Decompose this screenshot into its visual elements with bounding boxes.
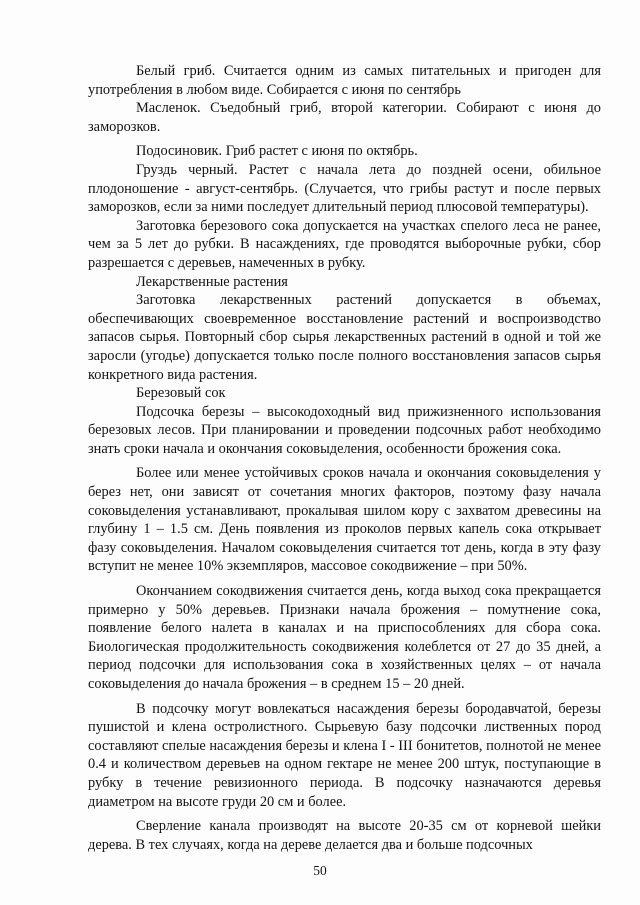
paragraph-maslenok: Масленок. Съедобный гриб, второй категории. Собирают с июня до заморозков. bbox=[88, 100, 601, 135]
paragraph-sroki: Более или менее устойчивых сроков начала и окончания соковыделения у берез нет, они зависят от сочетания многих факторов, поэтому фазу начала соковыделения устанавливают, прокалывая шилом кору с захватом древесины на глубину 1 – 1.5 см. День появления из проколов первых капель сока открывает фазу соковыделения. Началом соковыделения считается тот день, когда в эту фазу вступит не менее 10% экземпляров, массовое сокодвижение – при 50%. bbox=[88, 465, 601, 575]
document-body bbox=[88, 62, 601, 854]
paragraph-zagotovka-rastenii: Заготовка лекарственных растений допускается в объемах, обеспечивающих своевременное восстановление растений и воспроизводство запасов сырья. Повторный сбор сырья лекарственных растений в одной и той же заросли (угодье) допускается только после полного восстановления запасов сырья конкретного вида растения. bbox=[88, 292, 601, 383]
paragraph-zagotovka-soka: Заготовка березового сока допускается на участках спелого леса не ранее, чем за 5 лет до рубки. В насаждениях, где проводятся выборочные рубки, сбор разрешается с деревьев, намеченных в рубку. bbox=[88, 217, 601, 271]
paragraph-okonchanie: Окончанием сокодвижения считается день, когда выход сока прекращается примерно у 50% деревьев. Признаки начала брожения – помутнение сока, появление белого налета в каналах и на приспособлениях для сбора сока. Биологическая продолжительность сокодвижения колеблется от 27 до 35 дней, а период подсочки для использования сока в хозяйственных целях – от начала соковыделения до начала брожения – в среднем 15 – 20 дней. bbox=[88, 583, 601, 692]
paragraph-gruzd: Груздь черный. Растет с начала лета до поздней осени, обильное плодоношение - август-сентябрь. (Случается, что грибы растут и после первых заморозков, если за ними последует длительный период плюсовой температуры). bbox=[88, 161, 601, 216]
paragraph-podosinovik: Подосиновик. Гриб растет с июня по октябрь. bbox=[136, 143, 418, 160]
page-number: 50 bbox=[313, 863, 327, 878]
section-heading-berezovyi-sok: Березовый сок bbox=[136, 385, 226, 402]
paragraph-belyi-grib: Белый гриб. Считается одним из самых питательных и пригоден для употребления в любом виде. Собирается с июня по сентябрь bbox=[88, 63, 601, 98]
paragraph-sverlenie: Сверление канала производят на высоте 20-35 см от корневой шейки дерева. В тех случаях, когда на дереве делается два и больше подсочных bbox=[88, 818, 601, 853]
paragraph-podsochka: Подсочка березы – высокодоходный вид прижизненного использования березовых лесов. При планировании и проведении подсочных работ необходимо знать сроки начала и окончания соковыделения, особенности брожения сока. bbox=[88, 403, 601, 457]
section-heading-lekarstvennye: Лекарственные растения bbox=[136, 273, 288, 290]
paragraph-vovlekatsya: В подсочку могут вовлекаться насаждения березы бородавчатой, березы пушистой и клена остролистного. Сырьевую базу подсочки лиственных пород составляют спелые насаждения березы и клена I - III бонитетов, полнотой не менее 0.4 и количеством деревьев на одном гектаре не менее 200 штук, поступающие в рубку в течение ревизионного периода. В подсочку назначаются деревья диаметром на высоте груди 20 см и более. bbox=[88, 700, 601, 810]
